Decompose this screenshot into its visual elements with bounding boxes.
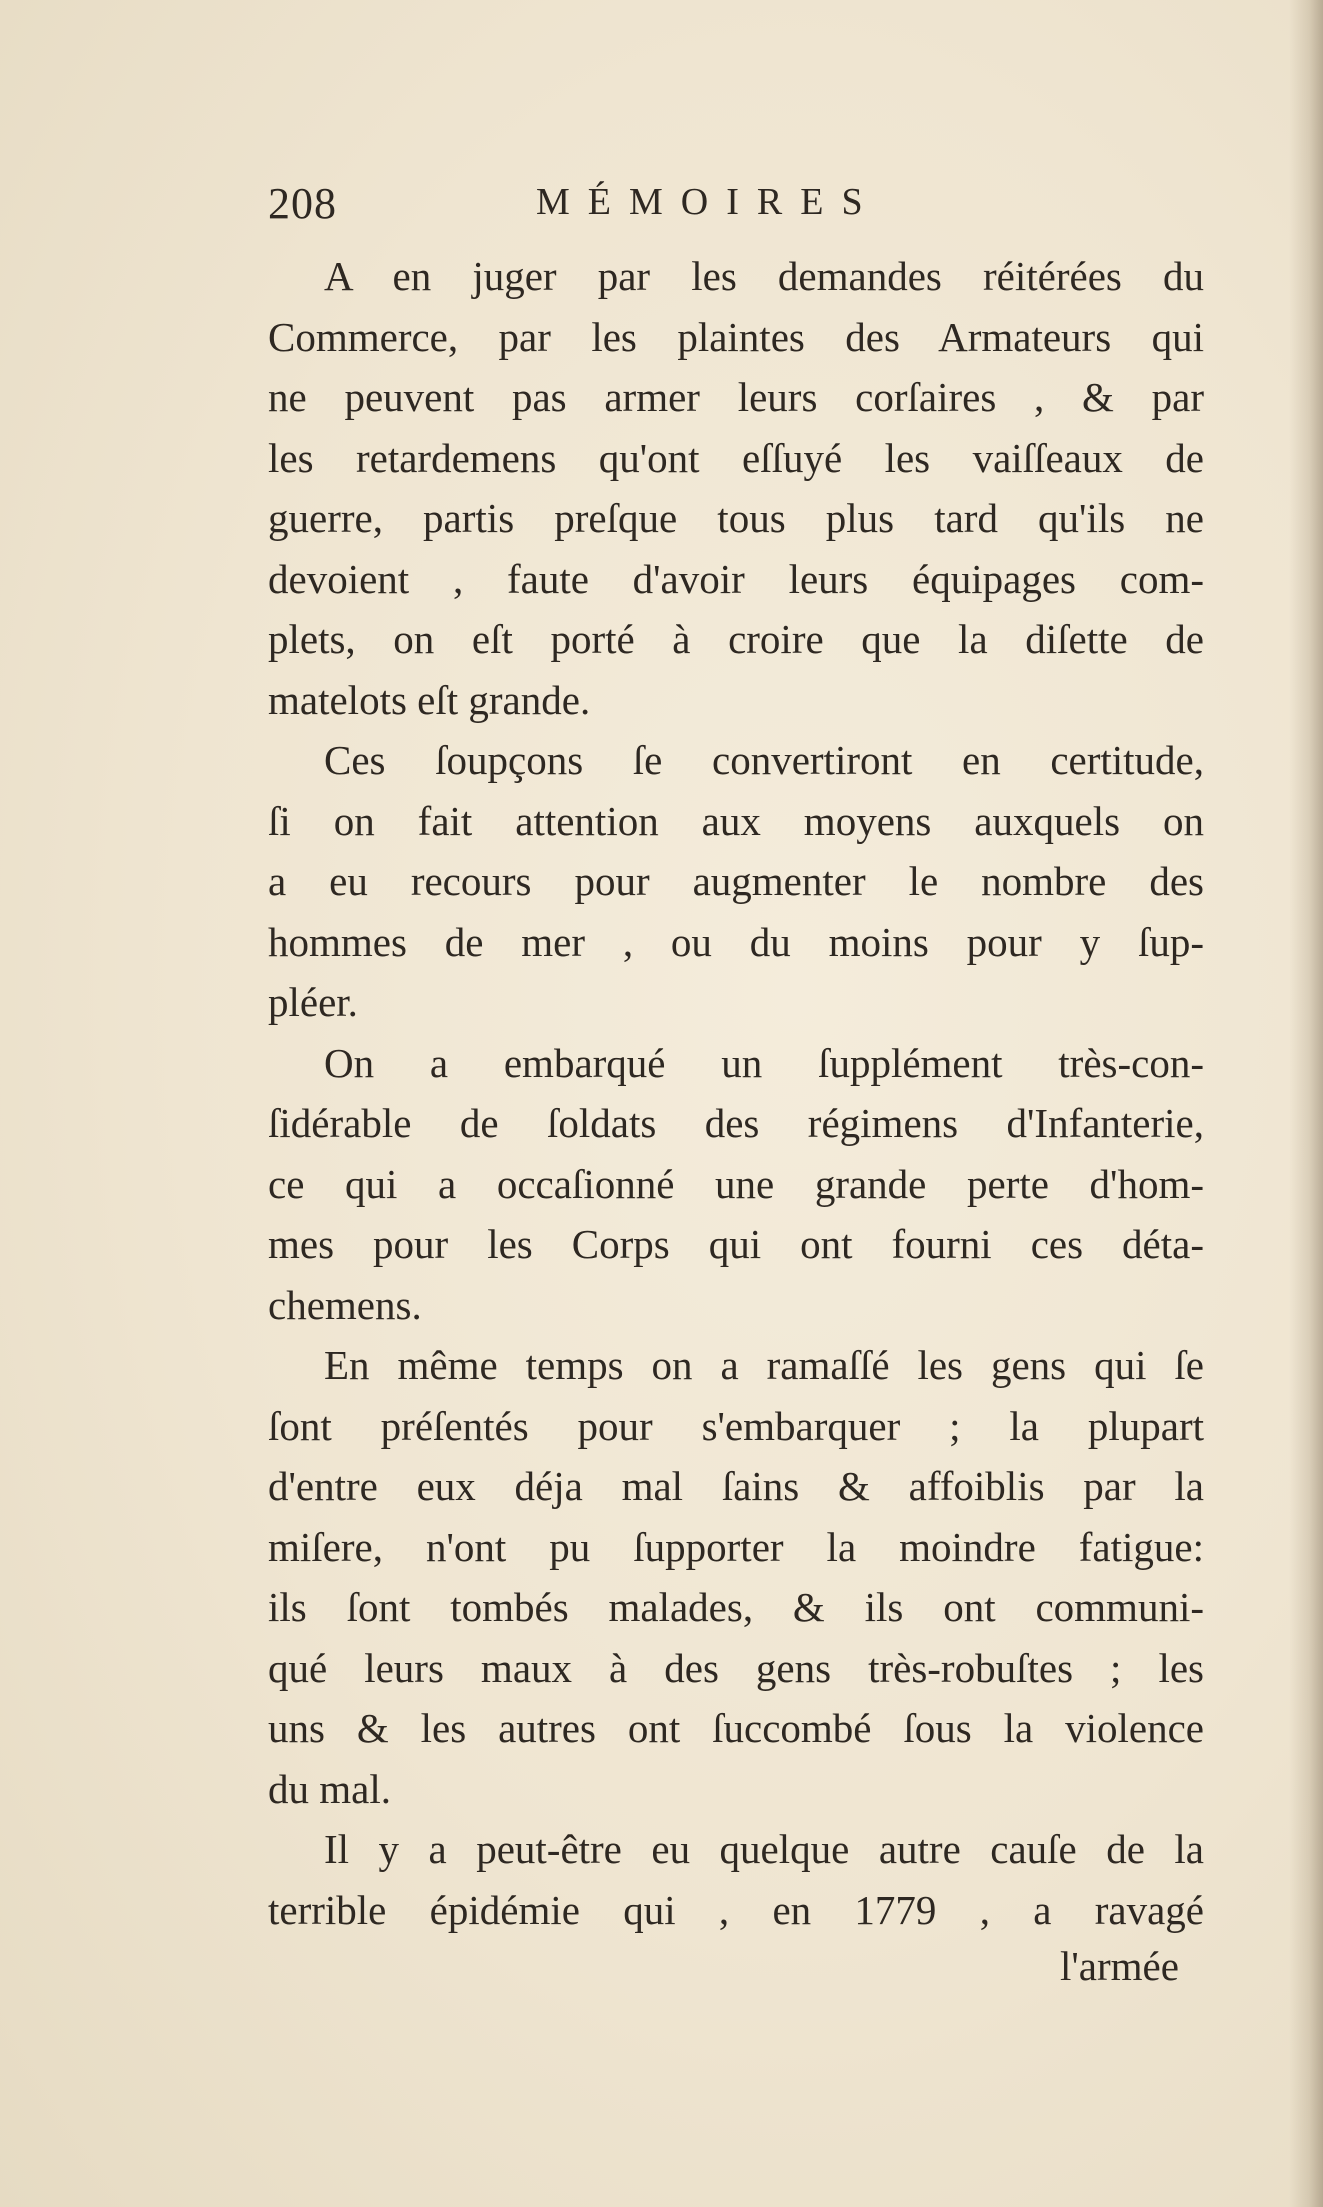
text-line: uns & les autres ont ſuccombé ſous la violence [268,1705,1204,1751]
text-line: d'entre eux déja mal ſains & affoiblis par la [268,1463,1204,1509]
text-line: les retardemens qu'ont eſſuyé les vaiſſeaux de [268,434,1204,481]
text-line: ils ſont tombés malades, & ils ont communi- [268,1584,1204,1630]
text-line: du mal. [268,1765,391,1812]
text-line: qué leurs maux à des gens très-robuſtes ; les [268,1644,1204,1691]
text-line: miſere, n'ont pu ſupporter la moindre fatigue: [268,1523,1204,1570]
catchword: l'armée [1060,1943,1179,1989]
text-line: ſidérable de ſoldats des régimens d'Infanterie, [268,1100,1204,1146]
text-line: pléer. [268,979,358,1025]
text-line: ne peuvent pas armer leurs corſaires , & par [268,374,1204,420]
body-text [268,246,1204,1940]
text-line: A en juger par les demandes réitérées du [324,253,1204,299]
page-header [268,178,1208,248]
text-line: plets, on eſt porté à croire que la diſette de [268,616,1204,662]
text-line: guerre, partis preſque tous plus tard qu'ils ne [268,495,1204,541]
text-line: ce qui a occaſionné une grande perte d'hom- [268,1160,1204,1207]
text-line: a eu recours pour augmenter le nombre des [268,858,1204,904]
page-number: 208 [268,179,337,228]
text-line: Commerce, par les plaintes des Armateurs qui [268,313,1204,360]
text-line: En même temps on a ramaſſé les gens qui ſe [324,1342,1204,1388]
text-line: ſi on fait attention aux moyens auxquels on [268,797,1204,844]
text-line: On a embarqué un ſupplément très-con- [324,1039,1204,1086]
text-line: devoient , faute d'avoir leurs équipages com- [268,555,1204,602]
text-line: chemens. [268,1281,422,1328]
text-line: matelots eſt grande. [268,676,591,723]
text-line: ſont préſentés pour s'embarquer ; la plupart [268,1402,1204,1449]
text-line: mes pour les Corps qui ont fourni ces déta- [268,1221,1204,1267]
text-line: hommes de mer , ou du moins pour y ſup- [268,918,1204,965]
text-line: terrible épidémie qui , en 1779 , a ravagé [268,1886,1204,1933]
page-gutter-shadow [1289,0,1323,2207]
text-line: Il y a peut-être eu quelque autre cauſe de la [324,1826,1204,1872]
running-head: MÉMOIRES [536,181,881,223]
text-line: Ces ſoupçons ſe convertiront en certitude, [324,737,1204,783]
